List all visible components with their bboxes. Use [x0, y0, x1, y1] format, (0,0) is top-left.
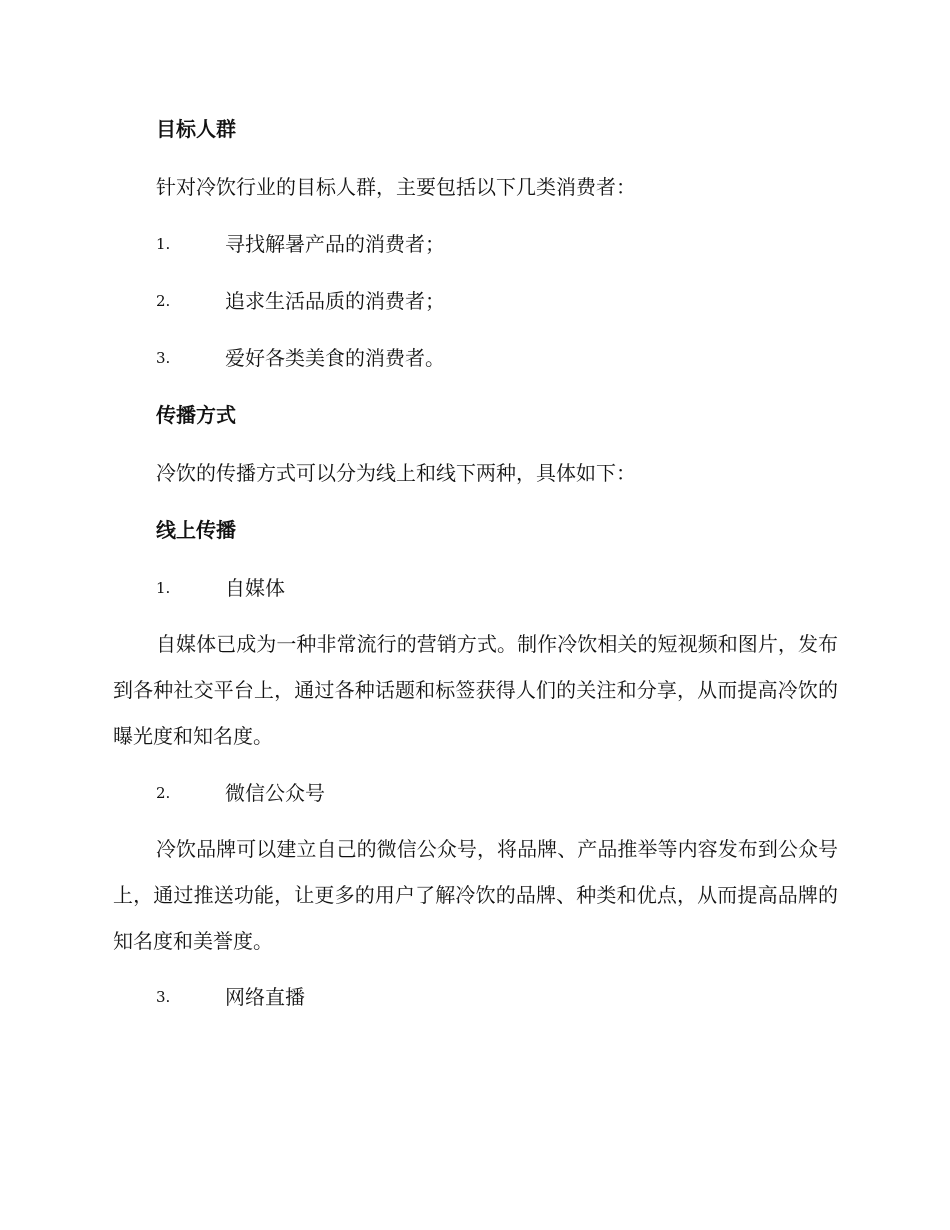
list-item-number: 3.: [156, 988, 171, 1006]
list-item-number: 3.: [156, 349, 171, 367]
list-item-text: 寻找解暑产品的消费者；: [225, 232, 445, 256]
section-title-online: 线上传播: [156, 518, 236, 542]
list-item-title: 微信公众号: [225, 781, 325, 805]
list-item-text: 追求生活品质的消费者；: [225, 289, 445, 313]
list-item-title: 自媒体: [225, 576, 285, 600]
section-title-target-audience: 目标人群: [156, 117, 236, 141]
target-audience-intro: 针对冷饮行业的目标人群，主要包括以下几类消费者：: [156, 175, 636, 199]
list-item-number: 2.: [156, 784, 171, 802]
list-item-number: 1.: [156, 235, 171, 253]
list-item-number: 1.: [156, 579, 171, 597]
paragraph-self-media: 自媒体已成为一种非常流行的营销方式。制作冷饮相关的短视频和图片，发布到各种社交平台上，通过各种话题和标签获得人们的关注和分享，从而提高冷饮的曝光度和知名度。: [113, 632, 838, 748]
paragraph-wechat: 冷饮品牌可以建立自己的微信公众号，将品牌、产品推举等内容发布到公众号上，通过推送功能，让更多的用户了解冷饮的品牌、种类和优点，从而提高品牌的知名度和美誉度。: [113, 837, 838, 953]
list-item-text: 爱好各类美食的消费者。: [225, 346, 445, 370]
section-title-channels: 传播方式: [156, 403, 236, 427]
list-item-number: 2.: [156, 292, 171, 310]
list-item-title: 网络直播: [225, 985, 305, 1009]
channels-intro: 冷饮的传播方式可以分为线上和线下两种，具体如下：: [156, 461, 636, 485]
